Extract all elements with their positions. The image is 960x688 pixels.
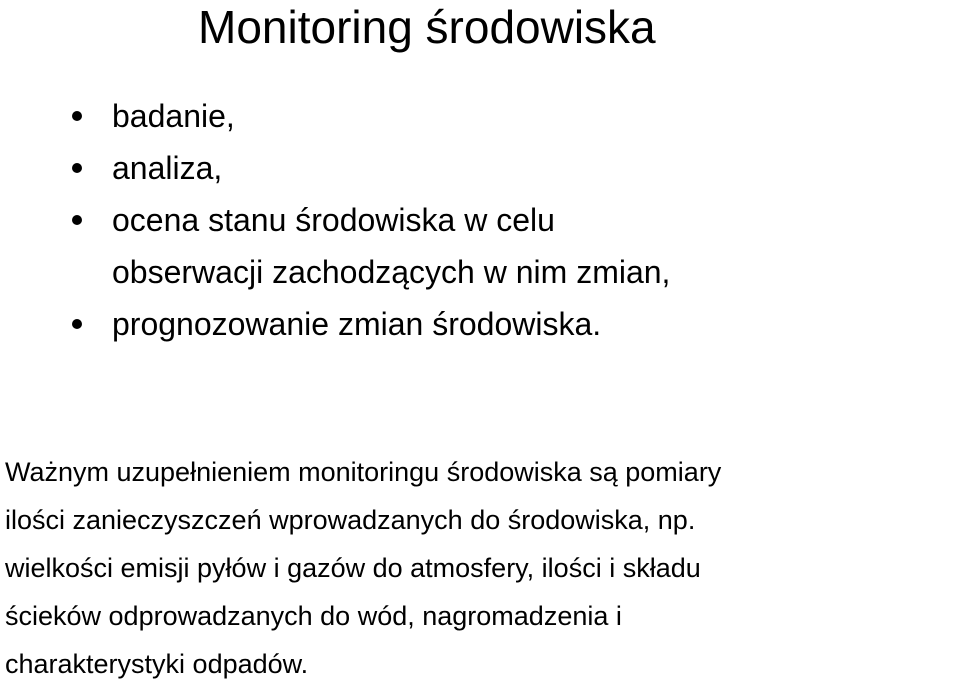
- bullet-item: [64, 298, 824, 350]
- bullet-item: [64, 90, 824, 142]
- body-paragraph: Ważnym uzupełnieniem monitoringu środowiska są pomiary ilości zanieczyszczeń wprowadzanych do środowiska, np. wielkości emisji pyłów i gazów do atmosfery, ilości i składu ścieków odprowadzanych do wód, nagromadzenia i charakterystyki odpadów.: [5, 457, 722, 679]
- bullet-text: prognozowanie zmian środowiska.: [112, 306, 602, 342]
- bullet-list: [64, 90, 824, 350]
- bullet-dot-icon: [72, 319, 82, 329]
- bullet-text: analiza,: [112, 150, 223, 186]
- bullet-text: badanie,: [112, 98, 235, 134]
- bullet-item: [64, 194, 824, 298]
- bullet-dot-icon: [72, 215, 82, 225]
- bullet-item: [64, 142, 824, 194]
- slide-title: Monitoring środowiska: [198, 1, 656, 53]
- bullet-dot-icon: [72, 163, 82, 173]
- bullet-dot-icon: [72, 111, 82, 121]
- bullet-text: ocena stanu środowiska w celu obserwacji zachodzących w nim zmian,: [112, 202, 671, 290]
